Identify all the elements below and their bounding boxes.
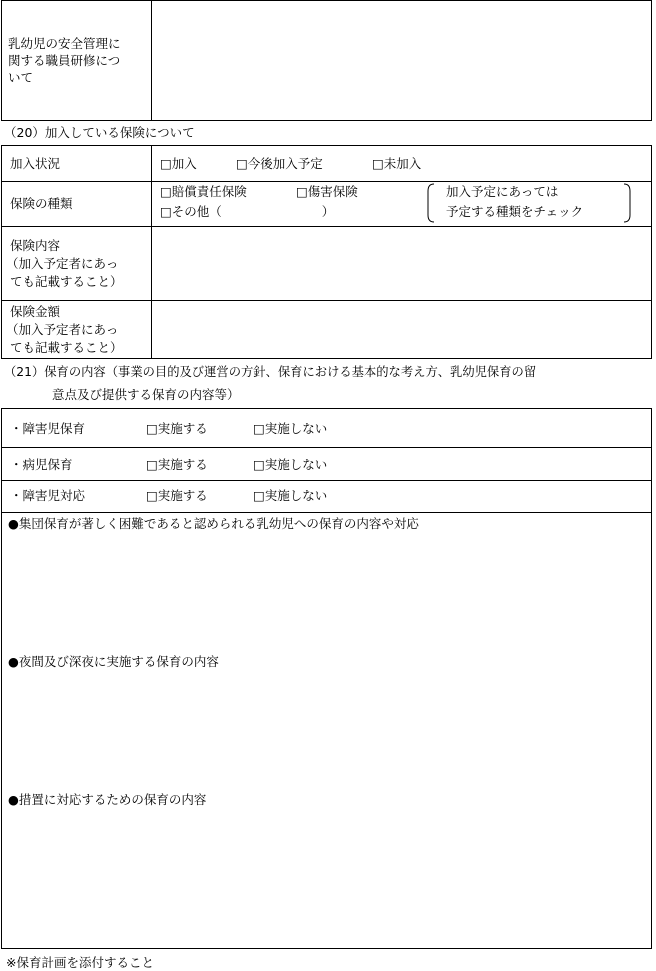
insurance-content-label-1: 保険内容 bbox=[10, 238, 61, 253]
section-21-heading-line2: 意点及び提供する保育の内容等） bbox=[52, 387, 240, 402]
care-row-2-yes[interactable]: □実施する bbox=[146, 457, 208, 472]
section-20-heading: （20）加入している保険について bbox=[4, 125, 195, 140]
type-note-line1: 加入予定にあっては bbox=[446, 184, 559, 199]
insurance-amount-field[interactable] bbox=[152, 301, 651, 358]
insurance-amount-label-1: 保険金額 bbox=[10, 304, 61, 319]
note-bracket-right bbox=[622, 183, 632, 223]
care-item-measures-field[interactable] bbox=[4, 810, 648, 945]
type-option-liability[interactable]: □賠償責任保険 bbox=[160, 184, 247, 199]
care-row-1-label: ・障害児保育 bbox=[10, 421, 86, 436]
care-row-1-yes[interactable]: □実施する bbox=[146, 421, 208, 436]
training-label-line2: 関する職員研修につ bbox=[8, 53, 121, 68]
footer-note: ※保育計画を添付すること bbox=[6, 955, 154, 970]
care-item-night: ●夜間及び深夜に実施する保育の内容 bbox=[8, 654, 219, 669]
care-item-measures: ●措置に対応するための保育の内容 bbox=[8, 792, 207, 807]
insurance-type-label: 保険の種類 bbox=[10, 196, 73, 211]
type-note-line2: 予定する種類をチェック bbox=[446, 204, 584, 219]
insurance-status-label: 加入状況 bbox=[10, 156, 61, 171]
insurance-amount-label-3: ても記載すること） bbox=[10, 340, 123, 355]
status-option-joined[interactable]: □加入 bbox=[160, 156, 197, 171]
care-row-line-3 bbox=[1, 512, 652, 513]
type-option-other[interactable]: □その他（ ） bbox=[160, 204, 335, 219]
care-row-2-label: ・病児保育 bbox=[10, 457, 73, 472]
care-row-3-label: ・障害児対応 bbox=[10, 488, 86, 503]
insurance-content-label-3: ても記載すること） bbox=[10, 274, 123, 289]
insurance-row-line-1 bbox=[1, 181, 652, 182]
care-row-line-1 bbox=[1, 447, 652, 448]
insurance-amount-label-2: （加入予定者にあっ bbox=[6, 322, 119, 337]
note-bracket-left bbox=[426, 183, 436, 223]
section-21-heading-line1: （21）保育の内容（事業の目的及び運営の方針、保育における基本的な考え方、乳幼児保育の留 bbox=[4, 365, 537, 379]
training-label-line3: いて bbox=[8, 70, 34, 85]
care-item-group-difficulty: ●集団保育が著しく困難であると認められる乳幼児への保育の内容や対応 bbox=[8, 516, 419, 531]
insurance-content-label-2: （加入予定者にあっ bbox=[6, 256, 119, 271]
status-option-planned[interactable]: □今後加入予定 bbox=[236, 156, 323, 171]
care-item-night-field[interactable] bbox=[4, 672, 648, 788]
status-option-not-joined[interactable]: □未加入 bbox=[372, 156, 422, 171]
training-label-line1: 乳幼児の安全管理に bbox=[8, 36, 121, 51]
care-row-line-2 bbox=[1, 480, 652, 481]
care-row-2-no[interactable]: □実施しない bbox=[253, 457, 328, 472]
type-option-injury[interactable]: □傷害保険 bbox=[296, 184, 358, 199]
care-row-3-no[interactable]: □実施しない bbox=[253, 488, 328, 503]
insurance-content-field[interactable] bbox=[152, 227, 651, 299]
training-answer-field[interactable] bbox=[152, 1, 651, 120]
care-row-3-yes[interactable]: □実施する bbox=[146, 488, 208, 503]
care-row-1-no[interactable]: □実施しない bbox=[253, 421, 328, 436]
care-item-group-difficulty-field[interactable] bbox=[4, 534, 648, 650]
